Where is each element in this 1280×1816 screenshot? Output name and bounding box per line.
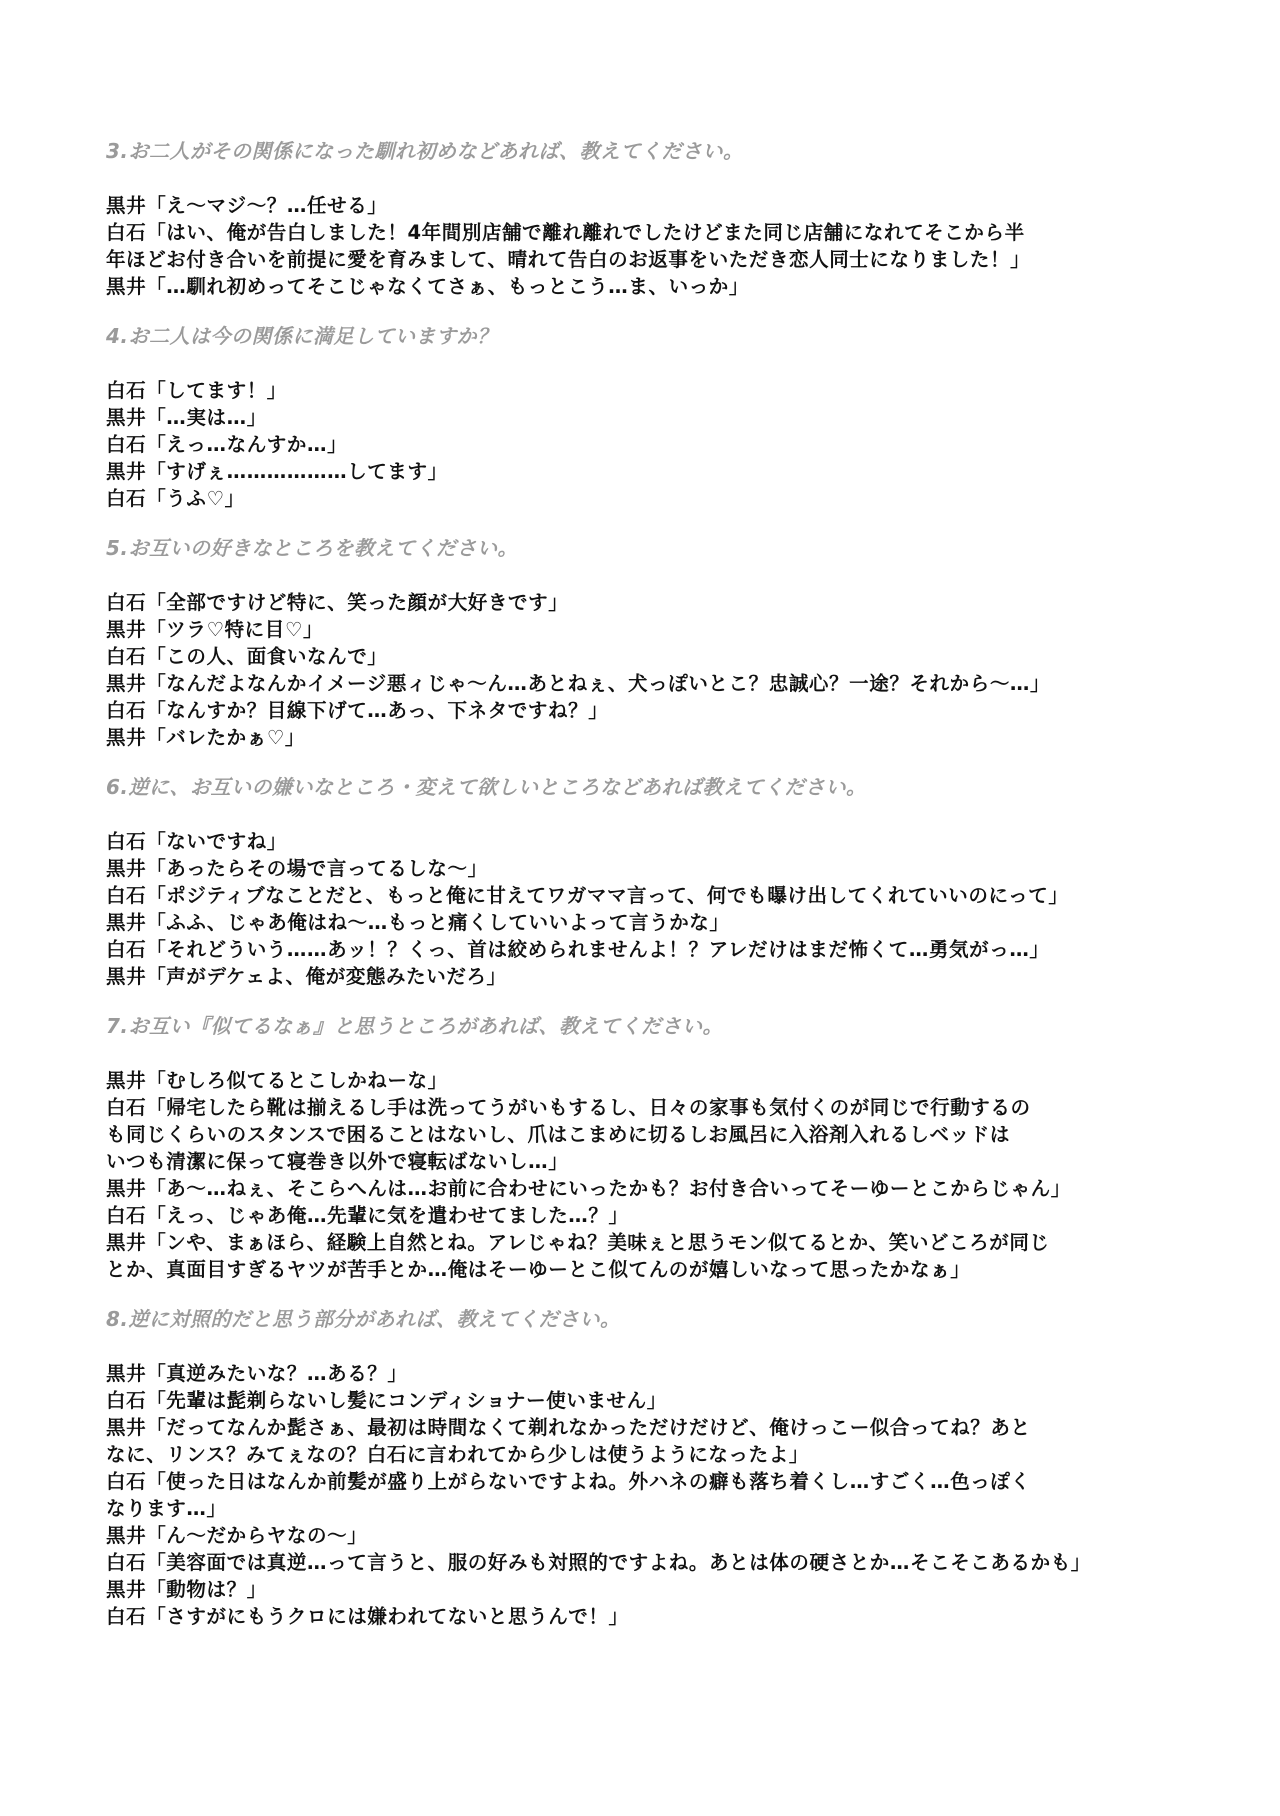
dialogue-line — [106, 670, 1226, 697]
dialogue-line — [106, 882, 1226, 909]
dialogue-text: 黒井「え～マジ～？…任せる」 — [106, 194, 388, 217]
dialogue-line — [106, 724, 1226, 751]
dialogue-line — [106, 1094, 1226, 1175]
dialogue-text: 黒井「むしろ似てるとこしかねーな」 — [106, 1069, 448, 1092]
dialogue-text: 黒井「…馴れ初めってそこじゃなくてさぁ、もっとこう…ま、いっか」 — [106, 275, 750, 298]
dialogue-text: 白石「使った日はなんか前髪が盛り上がらないですよね。外ハネの癖も落ち着くし…すごく…色っぽく — [106, 1470, 1031, 1493]
question-heading: 7.お互い『似てるなぁ』と思うところがあれば、教えてください。 — [106, 1014, 724, 1038]
dialogue-text: とか、真面目すぎるヤツが苦手とか…俺はそーゆーとこ似てんのが嬉しいなって思ったかなぁ」 — [106, 1258, 971, 1281]
dialogue-text: 白石「えっ…なんすか…」 — [106, 433, 348, 456]
dialogue-text: 黒井「動物は？」 — [106, 1578, 267, 1601]
dialogue-text: 白石「うふ♡」 — [106, 487, 245, 510]
dialogue-text: 白石「なんすか？目線下げて…あっ、下ネタですね？」 — [106, 699, 609, 722]
dialogue-line — [106, 192, 1226, 219]
dialogue-text: なに、リンス？みてぇなの？白石に言われてから少しは使うようになったよ」 — [106, 1443, 809, 1466]
qa-section — [106, 1013, 1226, 1283]
dialogue-line — [106, 485, 1226, 512]
dialogue-text: 黒井「ツラ♡特に目♡」 — [106, 618, 324, 641]
dialogue-line — [106, 458, 1226, 485]
dialogue-line — [106, 909, 1226, 936]
dialogue-list — [106, 192, 1226, 300]
dialogue-line — [106, 377, 1226, 404]
dialogue-line — [106, 1229, 1226, 1283]
dialogue-line — [106, 643, 1226, 670]
dialogue-line — [106, 936, 1226, 963]
dialogue-text: 黒井「バレたかぁ♡」 — [106, 726, 305, 749]
dialogue-text: 白石「はい、俺が告白しました！4年間別店舗で離れ離れでしたけどまた同じ店舗になれてそこから半 — [106, 221, 1025, 244]
dialogue-text: 黒井「真逆みたいな？…ある？」 — [106, 1362, 408, 1385]
dialogue-text: 黒井「…実は…」 — [106, 406, 267, 429]
dialogue-list — [106, 828, 1226, 990]
dialogue-line — [106, 1603, 1226, 1630]
dialogue-line — [106, 1067, 1226, 1094]
dialogue-text: 年ほどお付き合いを前提に愛を育みまして、晴れて告白のお返事をいただき恋人同士になりました！」 — [106, 248, 1031, 271]
dialogue-text: 白石「えっ、じゃあ俺…先輩に気を遣わせてました…？」 — [106, 1204, 629, 1227]
qa-section — [106, 138, 1226, 300]
dialogue-text: 黒井「すげぇ………………してます」 — [106, 460, 448, 483]
interview-content — [106, 138, 1226, 1653]
dialogue-text: 黒井「なんだよなんかイメージ悪ィじゃ～ん…あとねぇ、犬っぽいとこ？忠誠心？一途？それから～…」 — [106, 672, 1051, 695]
dialogue-line — [106, 1202, 1226, 1229]
dialogue-list — [106, 377, 1226, 512]
dialogue-line — [106, 616, 1226, 643]
question-heading: 6.逆に、お互いの嫌いなところ・変えて欲しいところなどあれば教えてください。 — [106, 775, 867, 799]
dialogue-text: 白石「この人、面食いなんで」 — [106, 645, 388, 668]
dialogue-line — [106, 697, 1226, 724]
qa-section — [106, 1306, 1226, 1630]
dialogue-list — [106, 1067, 1226, 1283]
dialogue-text: 白石「帰宅したら靴は揃えるし手は洗ってうがいもするし、日々の家事も気付くのが同じで行動するの — [106, 1096, 1031, 1119]
qa-section — [106, 774, 1226, 990]
dialogue-text: 白石「ないですね」 — [106, 830, 287, 853]
dialogue-text: 白石「ポジティブなことだと、もっと俺に甘えてワガママ言って、何でも曝け出してくれていいのにって」 — [106, 884, 1069, 907]
dialogue-text: 黒井「ンや、まぁほら、経験上自然とね。アレじゃね？美味ぇと思うモン似てるとか、笑いどころが同じ — [106, 1231, 1050, 1254]
question-heading: 8.逆に対照的だと思う部分があれば、教えてください。 — [106, 1307, 621, 1331]
dialogue-list — [106, 589, 1226, 751]
dialogue-text: 白石「先輩は髭剃らないし髪にコンディショナー使いません」 — [106, 1389, 667, 1412]
dialogue-line — [106, 1414, 1226, 1468]
dialogue-text: 白石「してます！」 — [106, 379, 287, 402]
dialogue-line — [106, 1549, 1226, 1576]
dialogue-line — [106, 1576, 1226, 1603]
question-heading: 5.お互いの好きなところを教えてください。 — [106, 536, 519, 560]
dialogue-line — [106, 1360, 1226, 1387]
dialogue-line — [106, 828, 1226, 855]
dialogue-text: 白石「それどういう……あッ！？くっ、首は絞められませんよ！？アレだけはまだ怖くて…勇気がっ…」 — [106, 938, 1050, 961]
dialogue-line — [106, 431, 1226, 458]
dialogue-text: も同じくらいのスタンスで困ることはないし、爪はこまめに切るしお風呂に入浴剤入れるしベッドは — [106, 1123, 1010, 1146]
qa-section — [106, 535, 1226, 751]
qa-section — [106, 323, 1226, 512]
dialogue-line — [106, 1522, 1226, 1549]
dialogue-list — [106, 1360, 1226, 1630]
question-heading: 4.お二人は今の関係に満足していますか？ — [106, 324, 498, 348]
dialogue-text: なります…」 — [106, 1497, 227, 1520]
dialogue-text: 白石「美容面では真逆…って言うと、服の好みも対照的ですよね。あとは体の硬さとか…そこそこあるかも」 — [106, 1551, 1091, 1574]
dialogue-line — [106, 1468, 1226, 1522]
dialogue-text: 白石「さすがにもうクロには嫌われてないと思うんで！」 — [106, 1605, 629, 1628]
question-heading: 3.お二人がその関係になった馴れ初めなどあれば、教えてください。 — [106, 139, 744, 163]
dialogue-line — [106, 404, 1226, 431]
dialogue-line — [106, 1387, 1226, 1414]
dialogue-text: 黒井「あったらその場で言ってるしな～」 — [106, 857, 488, 880]
dialogue-line — [106, 219, 1226, 273]
dialogue-text: 黒井「ふふ、じゃあ俺はね～…もっと痛くしていいよって言うかな」 — [106, 911, 730, 934]
dialogue-text: いつも清潔に保って寝巻き以外で寝転ばないし…」 — [106, 1150, 569, 1173]
dialogue-line — [106, 273, 1226, 300]
dialogue-line — [106, 963, 1226, 990]
dialogue-line — [106, 589, 1226, 616]
dialogue-text: 黒井「だってなんか髭さぁ、最初は時間なくて剃れなかっただけだけど、俺けっこー似合ってね？あと — [106, 1416, 1031, 1439]
dialogue-text: 黒井「声がデケェよ、俺が変態みたいだろ」 — [106, 965, 507, 988]
dialogue-text: 黒井「ん～だからヤなの～」 — [106, 1524, 368, 1547]
dialogue-line — [106, 855, 1226, 882]
dialogue-line — [106, 1175, 1226, 1202]
dialogue-text: 黒井「あ～…ねぇ、そこらへんは…お前に合わせにいったかも？お付き合いってそーゆーとこからじゃん」 — [106, 1177, 1071, 1200]
dialogue-text: 白石「全部ですけど特に、笑った顔が大好きです」 — [106, 591, 569, 614]
